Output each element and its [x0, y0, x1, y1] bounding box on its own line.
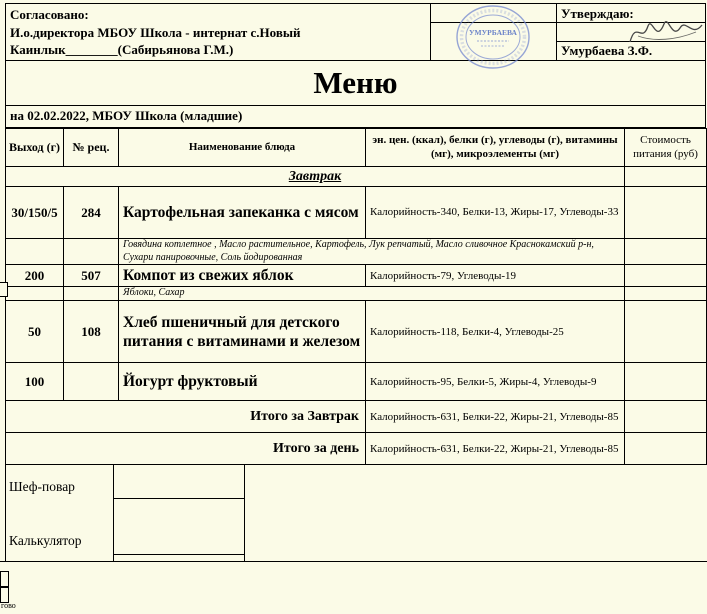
sheet-artifact-cell [0, 571, 9, 587]
menu-table [5, 128, 707, 465]
header-middle-divider [431, 4, 556, 23]
header-middle-cell [431, 4, 557, 60]
table-header-row [6, 129, 707, 167]
agreed-block [6, 4, 431, 60]
total-breakfast-label: Итого за Завтрак [6, 401, 366, 433]
sheet-artifact-cell [0, 282, 8, 297]
col-header-energy: эн. цен. (ккал), белки (г), углеводы (г), витамины (мг), микроэлементы (мг) [366, 129, 625, 167]
calculator-label: Калькулятор [9, 533, 82, 549]
cost-cell [625, 239, 707, 265]
total-row-breakfast [6, 401, 707, 433]
output-cell: 100 [6, 363, 64, 401]
sheet-bottom-border [0, 561, 707, 562]
chef-signature-line [114, 498, 244, 499]
energy-cell: Калорийность-631, Белки-22, Жиры-21, Углеводы-85 [366, 433, 625, 465]
page-title: Меню [5, 61, 706, 106]
energy-cell: Калорийность-631, Белки-22, Жиры-21, Углеводы-85 [366, 401, 625, 433]
corner-text-fragment: гово [1, 601, 16, 610]
dish-cell: Картофельная запеканка с мясом [119, 187, 366, 239]
cost-cell [625, 433, 707, 465]
recipe-cell: 507 [64, 265, 119, 287]
cost-cell [625, 287, 707, 301]
approval-header [5, 3, 706, 61]
energy-cell: Калорийность-79, Углеводы-19 [366, 265, 625, 287]
col-header-recipe: № рец. [64, 129, 119, 167]
cost-cell [625, 167, 707, 187]
approve-name: Умурбаева З.Ф. [557, 41, 705, 60]
ingredients-cell: Говядина котлетное , Масло растительное, Картофель, Лук репчатый, Масло сливочное Краснокамский р-н, Сухари панировочные, Соль йодированная [119, 239, 625, 265]
recipe-cell: 108 [64, 301, 119, 363]
cost-cell [625, 187, 707, 239]
ingredients-row [6, 287, 707, 301]
approve-label: Утверждаю: [557, 4, 705, 23]
cost-cell [625, 301, 707, 363]
col-header-cost: Стоимость питания (руб) [625, 129, 707, 167]
ingredients-row [6, 239, 707, 265]
total-day-label: Итого за день [6, 433, 366, 465]
section-row-breakfast [6, 167, 707, 187]
output-cell [6, 239, 64, 265]
ingredients-cell: Яблоки, Сахар [119, 287, 625, 301]
chef-label: Шеф-повар [9, 479, 75, 495]
energy-cell: Калорийность-118, Белки-4, Углеводы-25 [366, 301, 625, 363]
menu-date-line: на 02.02.2022, МБОУ Школа (младшие) [5, 106, 706, 128]
col-header-dish: Наименование блюда [119, 129, 366, 167]
recipe-cell [64, 287, 119, 301]
output-cell: 30/150/5 [6, 187, 64, 239]
dish-cell: Компот из свежих яблок [119, 265, 366, 287]
total-row-day [6, 433, 707, 465]
dish-row [6, 265, 707, 287]
output-cell: 200 [6, 265, 64, 287]
grid-line [113, 465, 114, 561]
dish-cell: Хлеб пшеничный для детского питания с витаминами и железом [119, 301, 366, 363]
cost-cell [625, 363, 707, 401]
recipe-cell [64, 239, 119, 265]
grid-line [244, 465, 245, 561]
menu-document [5, 3, 706, 561]
recipe-cell [64, 363, 119, 401]
col-header-output: Выход (г) [6, 129, 64, 167]
signature-section [5, 465, 706, 561]
energy-cell: Калорийность-340, Белки-13, Жиры-17, Углеводы-33 [366, 187, 625, 239]
agreed-line2: Каинлык________(Сабирьянова Г.М.) [10, 42, 234, 58]
energy-cell: Калорийность-95, Белки-5, Жиры-4, Углеводы-9 [366, 363, 625, 401]
stamp-name-text: УМУРБАЕВА [469, 28, 517, 37]
dish-row [6, 301, 707, 363]
output-cell: 50 [6, 301, 64, 363]
agreed-line1: И.о.директора МБОУ Школа - интернат с.Новый [10, 24, 301, 40]
dish-cell: Йогурт фруктовый [119, 363, 366, 401]
cost-cell [625, 265, 707, 287]
approve-block [557, 4, 705, 60]
dish-row [6, 187, 707, 239]
recipe-cell: 284 [64, 187, 119, 239]
section-breakfast-label: Завтрак [6, 167, 625, 187]
agreed-label: Согласовано: [10, 7, 89, 22]
calculator-signature-line [114, 554, 244, 555]
dish-row [6, 363, 707, 401]
cost-cell [625, 401, 707, 433]
output-cell [6, 287, 64, 301]
approve-signature-space [557, 23, 705, 41]
